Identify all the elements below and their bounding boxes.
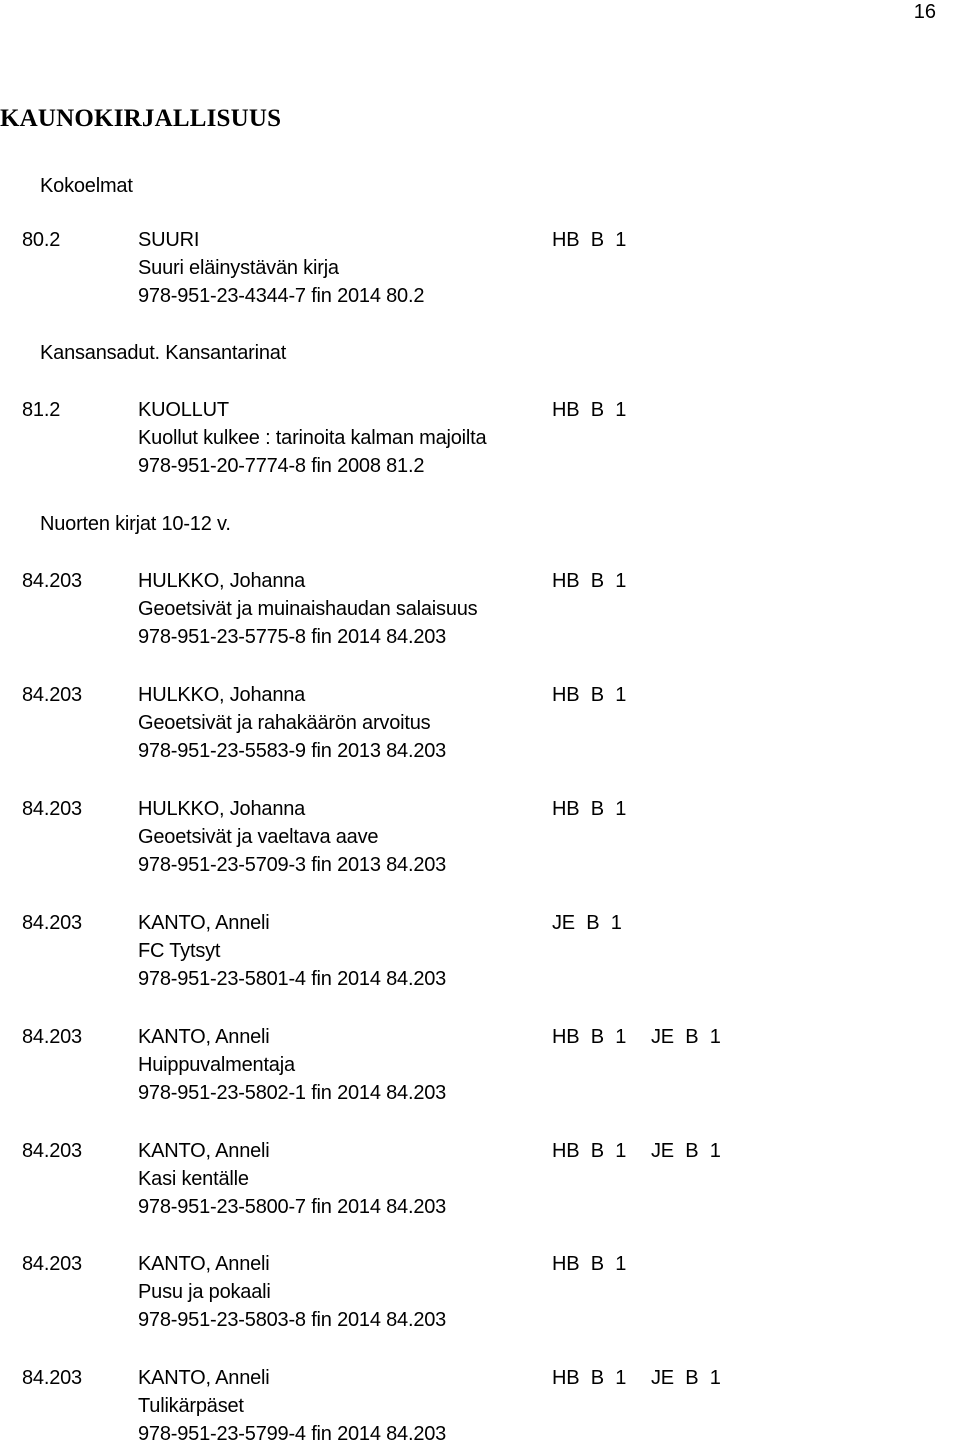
entry-isbn: 978-951-23-5775-8 fin 2014 84.203 [138, 626, 447, 648]
entry-location: HB B 1 [552, 1367, 627, 1389]
page-number: 16 [913, 1, 936, 23]
entry-title: Huippuvalmentaja [138, 1054, 295, 1076]
list-item [0, 398, 960, 488]
entry-location: HB B 1 [552, 1253, 627, 1275]
entry-title: Geoetsivät ja vaeltava aave [138, 826, 379, 848]
entry-author: KANTO, Anneli [138, 1026, 270, 1048]
entry-author: KUOLLUT [138, 399, 229, 421]
entry-title: Pusu ja pokaali [138, 1281, 271, 1303]
section-heading-kansansadut: Kansansadut. Kansantarinat [40, 342, 287, 364]
entry-isbn: 978-951-23-5800-7 fin 2014 84.203 [138, 1196, 447, 1218]
entry-title: Kasi kentälle [138, 1168, 249, 1190]
entry-location: HB B 1 [552, 684, 627, 706]
entry-isbn: 978-951-23-5801-4 fin 2014 84.203 [138, 968, 447, 990]
list-item [0, 797, 960, 887]
entry-class: 84.203 [22, 798, 82, 820]
entry-class: 80.2 [22, 229, 61, 251]
entry-author: HULKKO, Johanna [138, 570, 306, 592]
entry-location: JE B 1 [552, 912, 622, 934]
entry-location-secondary: JE B 1 [651, 1367, 721, 1389]
entry-class: 84.203 [22, 1367, 82, 1389]
entry-class: 84.203 [22, 684, 82, 706]
entry-isbn: 978-951-23-4344-7 fin 2014 80.2 [138, 285, 425, 307]
entry-class: 84.203 [22, 1253, 82, 1275]
entry-location: HB B 1 [552, 1140, 627, 1162]
entry-isbn: 978-951-23-5709-3 fin 2013 84.203 [138, 854, 447, 876]
entry-author: HULKKO, Johanna [138, 684, 306, 706]
entry-isbn: 978-951-23-5802-1 fin 2014 84.203 [138, 1082, 447, 1104]
entry-title: Geoetsivät ja muinaishaudan salaisuus [138, 598, 478, 620]
entry-author: KANTO, Anneli [138, 1140, 270, 1162]
list-item [0, 1366, 960, 1456]
entry-title: Kuollut kulkee : tarinoita kalman majoilta [138, 427, 487, 449]
entry-location-secondary: JE B 1 [651, 1026, 721, 1048]
section-heading-nuorten-kirjat: Nuorten kirjat 10-12 v. [40, 513, 231, 535]
entry-class: 84.203 [22, 1140, 82, 1162]
entry-author: HULKKO, Johanna [138, 798, 306, 820]
section-heading-kokoelmat: Kokoelmat [40, 175, 133, 197]
entry-title: Suuri eläinystävän kirja [138, 257, 339, 279]
entry-author: KANTO, Anneli [138, 912, 270, 934]
list-item [0, 1025, 960, 1115]
list-item [0, 569, 960, 659]
entry-isbn: 978-951-23-5803-8 fin 2014 84.203 [138, 1309, 447, 1331]
entry-author: SUURI [138, 229, 200, 251]
list-item [0, 683, 960, 773]
page-title: KAUNOKIRJALLISUUS [0, 105, 282, 132]
entry-title: FC Tytsyt [138, 940, 221, 962]
entry-location: HB B 1 [552, 798, 627, 820]
entry-title: Tulikärpäset [138, 1395, 244, 1417]
list-item [0, 228, 960, 318]
entry-title: Geoetsivät ja rahakäärön arvoitus [138, 712, 431, 734]
entry-location: HB B 1 [552, 229, 627, 251]
entry-class: 81.2 [22, 399, 61, 421]
entry-class: 84.203 [22, 1026, 82, 1048]
entry-class: 84.203 [22, 912, 82, 934]
entry-isbn: 978-951-20-7774-8 fin 2008 81.2 [138, 455, 425, 477]
entry-location-secondary: JE B 1 [651, 1140, 721, 1162]
entry-location: HB B 1 [552, 399, 627, 421]
entry-location: HB B 1 [552, 1026, 627, 1048]
entry-class: 84.203 [22, 570, 82, 592]
entry-author: KANTO, Anneli [138, 1253, 270, 1275]
entry-location: HB B 1 [552, 570, 627, 592]
list-item [0, 1139, 960, 1229]
entry-isbn: 978-951-23-5799-4 fin 2014 84.203 [138, 1423, 447, 1445]
entry-isbn: 978-951-23-5583-9 fin 2013 84.203 [138, 740, 447, 762]
list-item [0, 1252, 960, 1342]
entry-author: KANTO, Anneli [138, 1367, 270, 1389]
list-item [0, 911, 960, 1001]
